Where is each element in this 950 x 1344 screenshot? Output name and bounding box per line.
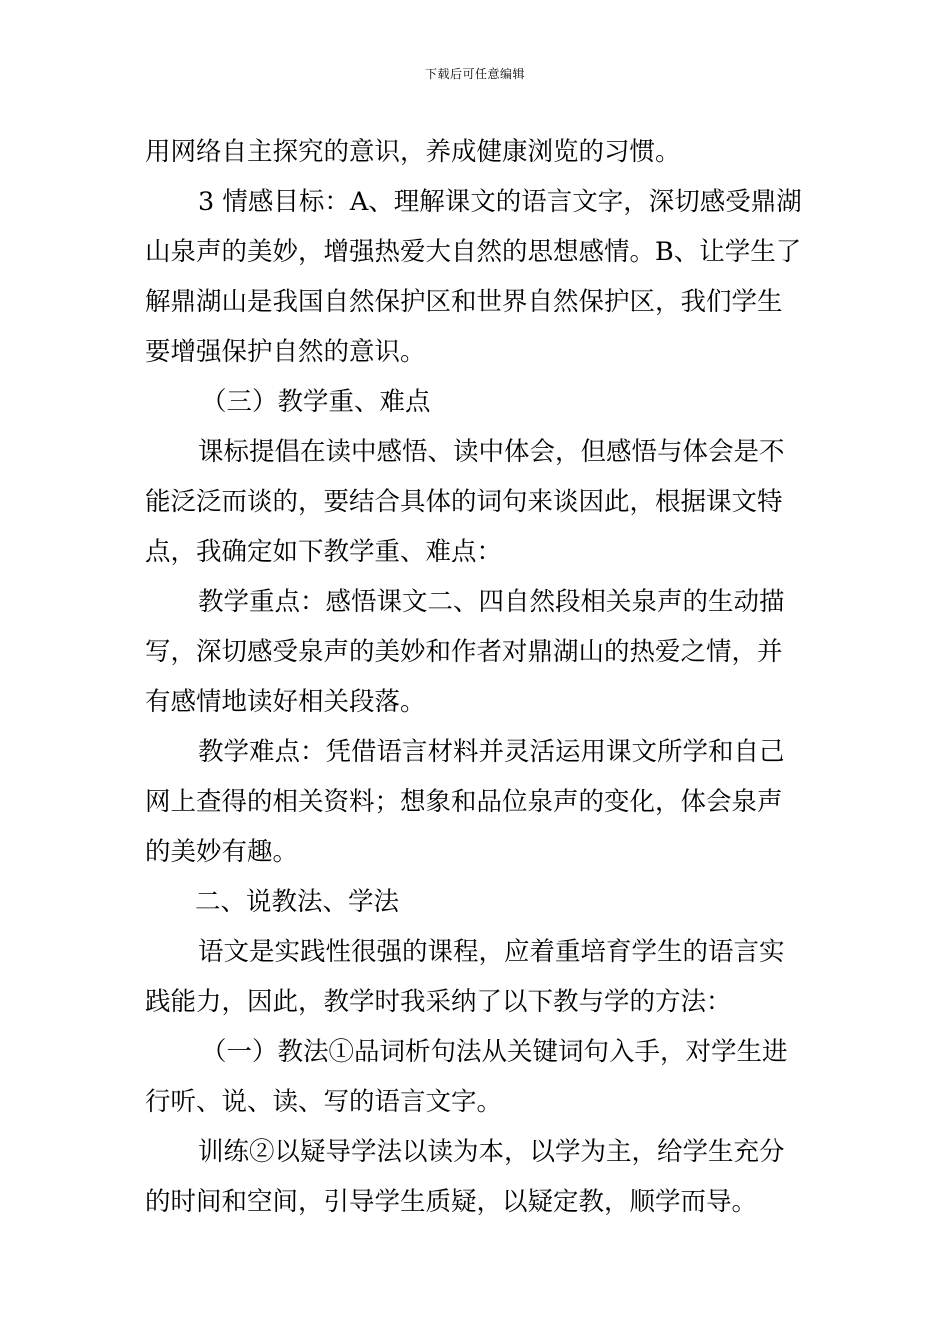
section-heading: 二、说教法、学法	[195, 887, 400, 917]
text-line: 点，我确定如下教学重、难点：	[145, 537, 503, 567]
document-body	[145, 127, 807, 1227]
section-heading: （三）教学重、难点	[201, 387, 431, 417]
text-line: 的时间和空间，引导学生质疑，以疑定教，顺学而导。	[145, 1187, 758, 1217]
text-line: 课标提倡在读中感悟、读中体会，但感悟与体会是不	[198, 437, 785, 467]
text-line: 要增强保护自然的意识。	[145, 337, 426, 367]
text-line: 的美妙有趣。	[145, 837, 299, 867]
text-line: 语文是实践性很强的课程，应着重培育学生的语言实	[198, 937, 785, 967]
page-header: 下载后可任意编辑	[424, 67, 525, 81]
text-line: 践能力，因此，教学时我采纳了以下教与学的方法：	[145, 987, 732, 1017]
text-line: 山泉声的美妙，增强热爱大自然的思想感情。B、让学生了	[145, 237, 802, 267]
text-line: 教学重点：感悟课文二、四自然段相关泉声的生动描	[198, 587, 785, 617]
text-line: 写，深切感受泉声的美妙和作者对鼎湖山的热爱之情，并	[145, 637, 783, 667]
text-line: 行听、说、读、写的语言文字。	[145, 1087, 503, 1117]
text-line: 网上查得的相关资料；想象和品位泉声的变化，体会泉声	[145, 787, 783, 817]
text-line: 有感情地读好相关段落。	[145, 687, 426, 717]
text-line: （一）教法①品词析句法从关键词句入手，对学生进	[201, 1037, 788, 1067]
text-line: 教学难点：凭借语言材料并灵活运用课文所学和自己	[198, 737, 785, 767]
text-line: 训练②以疑导学法以读为本，以学为主，给学生充分	[198, 1137, 785, 1167]
text-line: 解鼎湖山是我国自然保护区和世界自然保护区，我们学生	[145, 287, 783, 317]
text-line: 能泛泛而谈的，要结合具体的词句来谈因此，根据课文特	[145, 487, 783, 517]
text-line: 3 情感目标：A、理解课文的语言文字，深切感受鼎湖	[198, 187, 802, 217]
text-line: 用网络自主探究的意识，养成健康浏览的习惯。	[145, 137, 681, 167]
